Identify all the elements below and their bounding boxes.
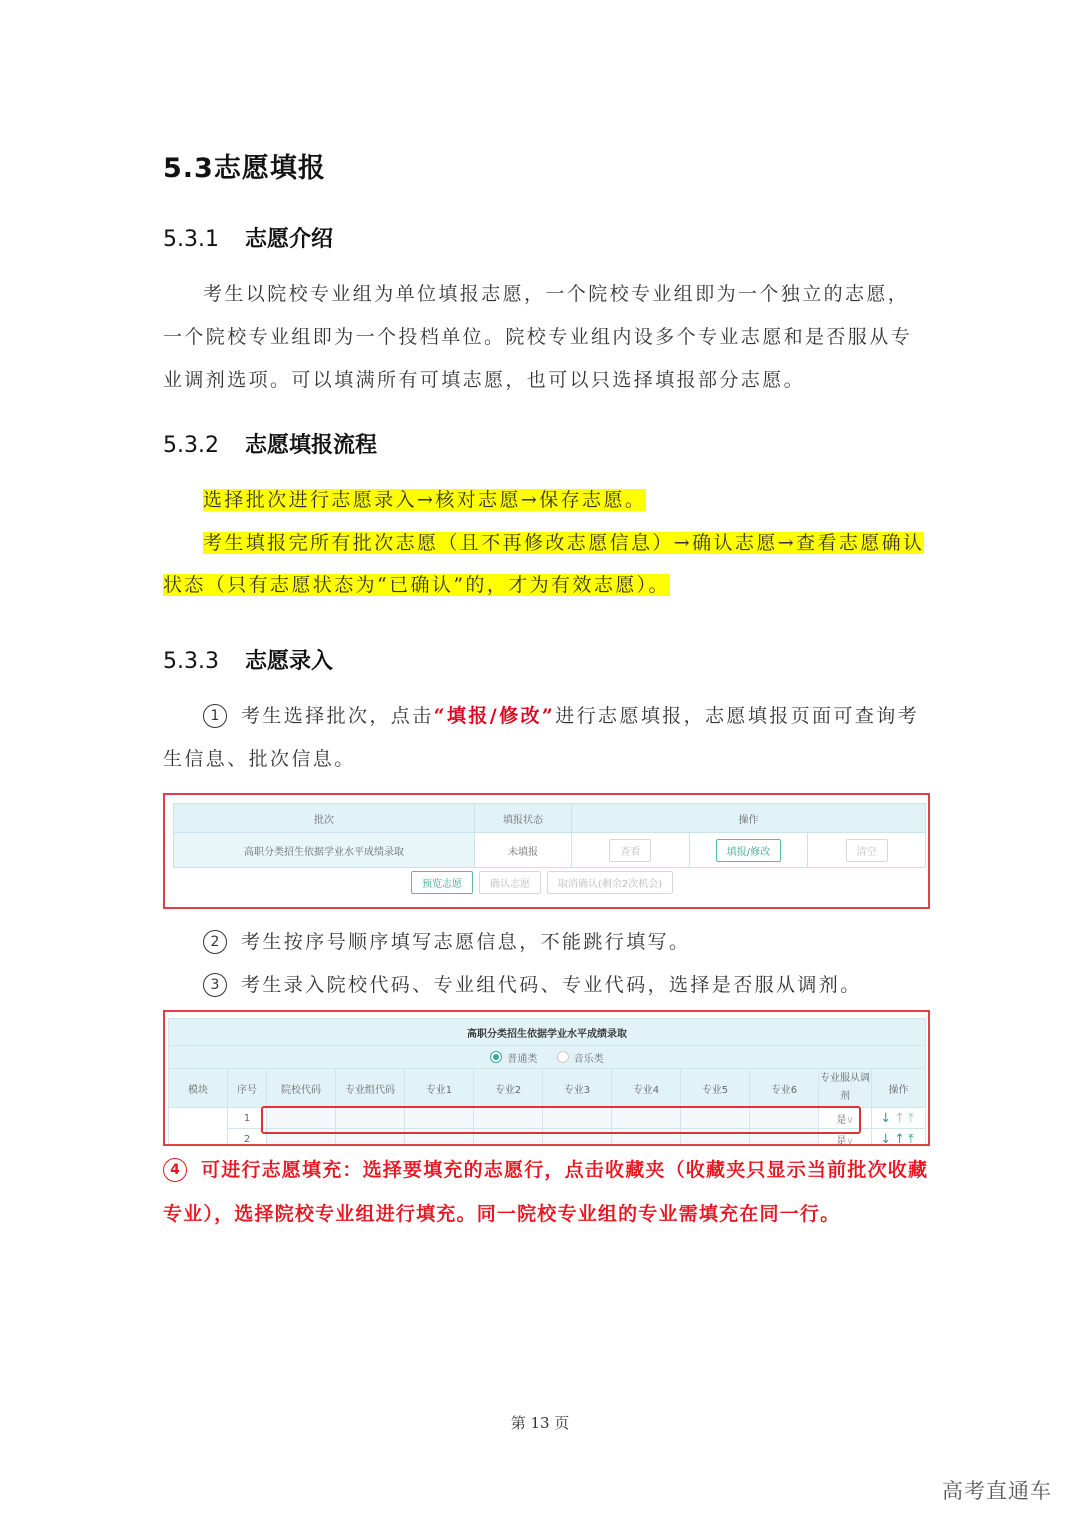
- move-top-icon[interactable]: ⤒: [908, 1131, 917, 1146]
- step-3: [163, 964, 929, 1007]
- col-header: 专业6: [750, 1069, 819, 1108]
- view-button[interactable]: 查看: [609, 839, 651, 862]
- clear-button[interactable]: 清空: [846, 839, 888, 862]
- chevron-down-icon: ∨: [846, 1114, 854, 1126]
- step-text: 考生按序号顺序填写志愿信息，不能跳行填写。: [241, 931, 691, 953]
- section-heading-intro: [163, 222, 333, 253]
- circled-number: 4: [163, 1158, 187, 1182]
- col-header: 专业3: [543, 1069, 612, 1108]
- radio-label: 普通类: [507, 1053, 538, 1065]
- page-heading: 5.3志愿填报: [163, 153, 326, 184]
- radio-music[interactable]: [557, 1054, 604, 1065]
- fill-status: 未填报: [475, 833, 572, 868]
- category-radio-group: [169, 1046, 926, 1069]
- section-title: 志愿填报流程: [244, 433, 377, 458]
- section-title: 志愿录入: [244, 649, 333, 674]
- section-heading-entry: [163, 644, 333, 675]
- seq-cell: 2: [228, 1129, 267, 1147]
- col-header: 专业2: [474, 1069, 543, 1108]
- step-text: 进行志愿填报，志愿填报页面可查询考生信息、批次信息。: [163, 705, 920, 770]
- entry-screenshot: [163, 1010, 930, 1146]
- confirm-button[interactable]: 确认志愿: [479, 871, 541, 894]
- step-text: 可进行志愿填充：选择要填充的志愿行，点击收藏夹（收藏夹只显示当前批次收藏专业），选择院校专业组进行填充。同一院校专业组的专业需填充在同一行。: [163, 1159, 929, 1225]
- table-row[interactable]: [174, 833, 926, 868]
- batch-screenshot: [163, 793, 930, 909]
- table-title: 高职分类招生依据学业水平成绩录取: [169, 1019, 926, 1046]
- adjust-value: 是: [836, 1135, 847, 1146]
- step-4: [163, 1148, 929, 1236]
- adjust-value: 是: [836, 1114, 847, 1126]
- seq-cell: 1: [228, 1108, 267, 1129]
- col-header: 院校代码: [267, 1069, 336, 1108]
- module-cell: [169, 1108, 228, 1147]
- col-header: 专业组代码: [336, 1069, 405, 1108]
- move-top-icon[interactable]: ⤒: [908, 1110, 917, 1126]
- col-status: 填报状态: [475, 804, 572, 833]
- emphasis-text: “填报/修改”: [433, 705, 556, 727]
- radio-label: 音乐类: [573, 1053, 604, 1065]
- header-row: [169, 1069, 926, 1108]
- step-text: 考生录入院校代码、专业组代码、专业代码，选择是否服从调剂。: [241, 974, 862, 996]
- step-1: [163, 695, 929, 781]
- section-number: 5.3.2: [163, 433, 219, 458]
- watermark: 高考直通车: [942, 1479, 1052, 1503]
- circled-number: 1: [203, 704, 227, 728]
- page-number: 第 13 页: [510, 1414, 570, 1432]
- radio-checked-icon: [490, 1051, 502, 1063]
- row-ops: [872, 1108, 926, 1129]
- cancel-confirm-button[interactable]: 取消确认(剩余2次机会): [547, 871, 673, 894]
- action-buttons: [411, 871, 673, 894]
- highlight-box: [261, 1106, 861, 1134]
- col-header: 专业1: [405, 1069, 474, 1108]
- flow-line-2: [163, 522, 929, 606]
- batch-name: 高职分类招生依据学业水平成绩录取: [174, 833, 475, 868]
- col-batch: 批次: [174, 804, 475, 833]
- radio-normal[interactable]: [490, 1054, 537, 1065]
- section-number: 5.3.3: [163, 649, 219, 674]
- highlighted-text: 考生填报完所有批次志愿（且不再修改志愿信息）→确认志愿→查看志愿确认状态（只有志愿状态为“已确认”的，才为有效志愿）。: [163, 532, 925, 596]
- fill-edit-button[interactable]: 填报/修改: [716, 839, 781, 862]
- step-text: 考生选择批次，点击: [241, 705, 434, 727]
- col-header: 专业5: [681, 1069, 750, 1108]
- circled-number: 3: [203, 973, 227, 997]
- section-number: 5.3.1: [163, 227, 219, 252]
- intro-paragraph: 考生以院校专业组为单位填报志愿，一个院校专业组即为一个独立的志愿，一个院校专业组即为一个投档单位。院校专业组内设多个专业志愿和是否服从专业调剂选项。可以填满所有可填志愿，也可以只选择填报部分志愿。: [163, 283, 913, 391]
- move-up-icon[interactable]: ↑: [894, 1131, 909, 1146]
- flow-line-1: [163, 479, 929, 522]
- move-down-icon[interactable]: ↓: [880, 1131, 895, 1146]
- move-up-icon[interactable]: ↑: [894, 1110, 909, 1126]
- radio-unchecked-icon: [557, 1051, 569, 1063]
- col-header: 专业服从调剂: [819, 1069, 872, 1108]
- section-heading-flow: [163, 428, 377, 459]
- batch-table: [173, 803, 926, 868]
- highlighted-text: 选择批次进行志愿录入→核对志愿→保存志愿。: [203, 489, 647, 511]
- col-header: 模块: [169, 1069, 228, 1108]
- section-title: 志愿介绍: [244, 227, 333, 252]
- chevron-down-icon: ∨: [846, 1135, 854, 1146]
- col-header: 专业4: [612, 1069, 681, 1108]
- col-ops: 操作: [571, 804, 925, 833]
- col-header: 操作: [872, 1069, 926, 1108]
- step-2: [163, 921, 929, 964]
- row-ops: [872, 1129, 926, 1147]
- circled-number: 2: [203, 930, 227, 954]
- preview-button[interactable]: 预览志愿: [411, 871, 473, 894]
- col-header: 序号: [228, 1069, 267, 1108]
- move-down-icon[interactable]: ↓: [880, 1110, 895, 1126]
